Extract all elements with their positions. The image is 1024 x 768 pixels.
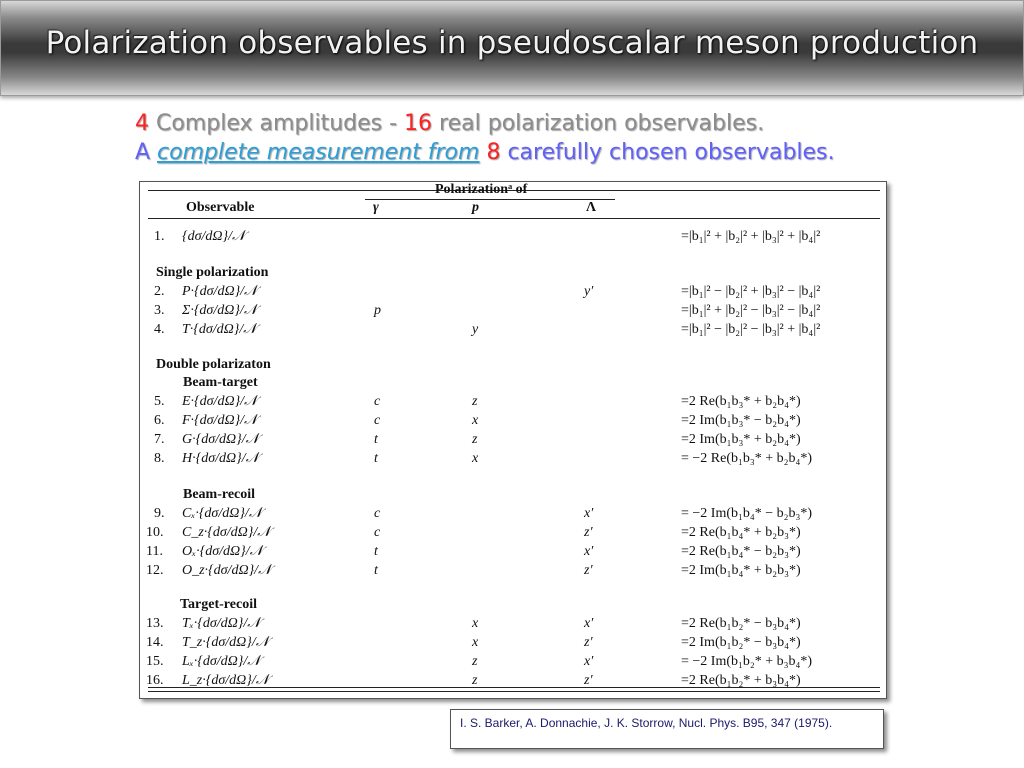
chosen-count: 8	[486, 140, 501, 165]
amplitude-expression: =|b₁|² + |b₂|² − |b₃|² − |b₄|²	[681, 303, 821, 318]
row-number: 8.	[154, 451, 165, 466]
amplitude-expression: = −2 Im(b₁b₄* − b₂b₃*)	[681, 506, 813, 521]
header-p: p	[472, 200, 479, 215]
amplitude-expression: =2 Re(b₁b₄* − b₂b₃*)	[681, 544, 801, 559]
amplitude-expression: =|b₁|² − |b₂|² − |b₃|² + |b₄|²	[681, 322, 821, 337]
row-number: 3.	[154, 303, 165, 318]
target-polarization: z	[472, 432, 478, 447]
target-polarization: z	[472, 673, 478, 688]
observable-name: H·{dσ/dΩ}/𝒩	[182, 451, 260, 466]
observable-name: C_z·{dσ/dΩ}/𝒩	[182, 525, 271, 540]
observable-name: G·{dσ/dΩ}/𝒩	[182, 432, 260, 447]
observable-name: L_z·{dσ/dΩ}/𝒩	[182, 673, 270, 688]
amplitude-expression: =2 Re(b₁b₃* + b₂b₄*)	[681, 394, 801, 409]
amplitude-expression: =2 Im(b₁b₄* + b₂b₃*)	[681, 563, 801, 578]
row-number: 11.	[146, 544, 163, 559]
observable-name: O_z·{dσ/dΩ}/𝒩	[182, 563, 272, 578]
gamma-polarization: c	[374, 525, 381, 540]
observable-name: P·{dσ/dΩ}/𝒩	[182, 284, 258, 299]
slide-title: Polarization observables in pseudoscalar meson production	[45, 25, 979, 61]
subtitle-line-1	[135, 111, 764, 136]
gamma-polarization: t	[374, 544, 378, 559]
target-polarization: z	[472, 654, 478, 669]
gamma-polarization: t	[374, 563, 378, 578]
table-bottom-rule-2	[148, 691, 880, 692]
row-number: 16.	[146, 673, 164, 688]
subsection-heading: Target-recoil	[180, 597, 257, 612]
amplitude-expression: =2 Re(b₁b₂* + b₃b₄*)	[681, 673, 801, 688]
amplitude-expression: =|b₁|² + |b₂|² + |b₃|² + |b₄|²	[681, 229, 821, 244]
row-number: 14.	[146, 635, 164, 650]
row-number: 10.	[146, 525, 164, 540]
target-polarization: x	[472, 616, 479, 631]
header-gamma: γ	[373, 200, 379, 215]
target-polarization: y	[472, 322, 479, 337]
recoil-polarization: z′	[584, 635, 593, 650]
section-heading: Double polarizaton	[156, 357, 271, 372]
citation-box	[450, 709, 884, 749]
gamma-polarization: p	[374, 303, 381, 318]
row-number: 2.	[154, 284, 165, 299]
recoil-polarization: x′	[584, 616, 594, 631]
header-lambda: Λ	[586, 200, 597, 215]
row-number: 1.	[154, 229, 165, 244]
observable-name: T_z·{dσ/dΩ}/𝒩	[182, 635, 270, 650]
recoil-polarization: z′	[584, 673, 593, 688]
observable-name: Cₓ·{dσ/dΩ}/𝒩	[182, 506, 263, 521]
row-number: 9.	[154, 506, 165, 521]
amplitude-expression: =2 Im(b₁b₃* + b₂b₄*)	[681, 432, 801, 447]
observable-name: Lₓ·{dσ/dΩ}/𝒩	[182, 654, 261, 669]
observable-name: {dσ/dΩ}/𝒩	[182, 229, 246, 244]
header-observable: Observable	[186, 200, 255, 215]
gamma-polarization: c	[374, 413, 381, 428]
subsection-heading: Beam-recoil	[183, 487, 256, 502]
header-group-rule	[365, 199, 615, 200]
observable-name: Σ·{dσ/dΩ}/𝒩	[182, 303, 258, 318]
row-number: 13.	[146, 616, 164, 631]
gamma-polarization: c	[374, 394, 381, 409]
row-number: 15.	[146, 654, 164, 669]
amplitude-count: 4	[135, 111, 149, 136]
target-polarization: x	[472, 635, 479, 650]
recoil-polarization: z′	[584, 525, 593, 540]
header-bottom-rule	[148, 218, 880, 219]
recoil-polarization: x′	[584, 544, 594, 559]
target-polarization: x	[472, 413, 479, 428]
recoil-polarization: x′	[584, 654, 594, 669]
complete-measurement-link[interactable]: complete measurement from	[157, 140, 480, 165]
gamma-polarization: t	[374, 451, 378, 466]
observable-name: E·{dσ/dΩ}/𝒩	[182, 394, 258, 409]
row-number: 5.	[154, 394, 165, 409]
row-number: 12.	[146, 563, 164, 578]
observable-name: F·{dσ/dΩ}/𝒩	[182, 413, 258, 428]
subsection-heading: Beam-target	[183, 375, 258, 390]
amplitude-expression: =2 Re(b₁b₄* + b₂b₃*)	[681, 525, 801, 540]
title-bar	[0, 0, 1024, 96]
gamma-polarization: t	[374, 432, 378, 447]
amplitude-expression: =2 Im(b₁b₂* − b₃b₄*)	[681, 635, 801, 650]
observable-name: Tₓ·{dσ/dΩ}/𝒩	[182, 616, 261, 631]
target-polarization: x	[472, 451, 479, 466]
section-heading: Single polarization	[156, 265, 269, 280]
recoil-polarization: y′	[584, 284, 594, 299]
amplitude-expression: =2 Re(b₁b₂* − b₃b₄*)	[681, 616, 801, 631]
gamma-polarization: c	[374, 506, 381, 521]
table-bottom-rule	[148, 687, 880, 688]
observable-count: 16	[404, 111, 433, 136]
row-number: 6.	[154, 413, 165, 428]
target-polarization: z	[472, 394, 478, 409]
citation-text: I. S. Barker, A. Donnachie, J. K. Storrow, Nucl. Phys. B95, 347 (1975).	[460, 716, 833, 730]
subtitle-line-2	[135, 140, 835, 165]
observables-table	[139, 181, 887, 699]
row-number: 4.	[154, 322, 165, 337]
observable-name: Oₓ·{dσ/dΩ}/𝒩	[182, 544, 264, 559]
recoil-polarization: z′	[584, 563, 593, 578]
amplitude-expression: =|b₁|² − |b₂|² + |b₃|² − |b₄|²	[681, 284, 821, 299]
row-number: 7.	[154, 432, 165, 447]
subtitle-text: real polarization observables.	[432, 111, 765, 136]
header-polarization-group: Polarizationᵃ of	[435, 182, 528, 197]
subtitle-text: A	[135, 140, 158, 165]
amplitude-expression: = −2 Im(b₁b₂* + b₃b₄*)	[681, 654, 813, 669]
recoil-polarization: x′	[584, 506, 594, 521]
amplitude-expression: =2 Im(b₁b₃* − b₂b₄*)	[681, 413, 801, 428]
subtitle-text: carefully chosen observables.	[500, 140, 835, 165]
observable-name: T·{dσ/dΩ}/𝒩	[182, 322, 257, 337]
amplitude-expression: = −2 Re(b₁b₃* + b₂b₄*)	[681, 451, 813, 466]
subtitle-text: Complex amplitudes -	[149, 111, 405, 136]
